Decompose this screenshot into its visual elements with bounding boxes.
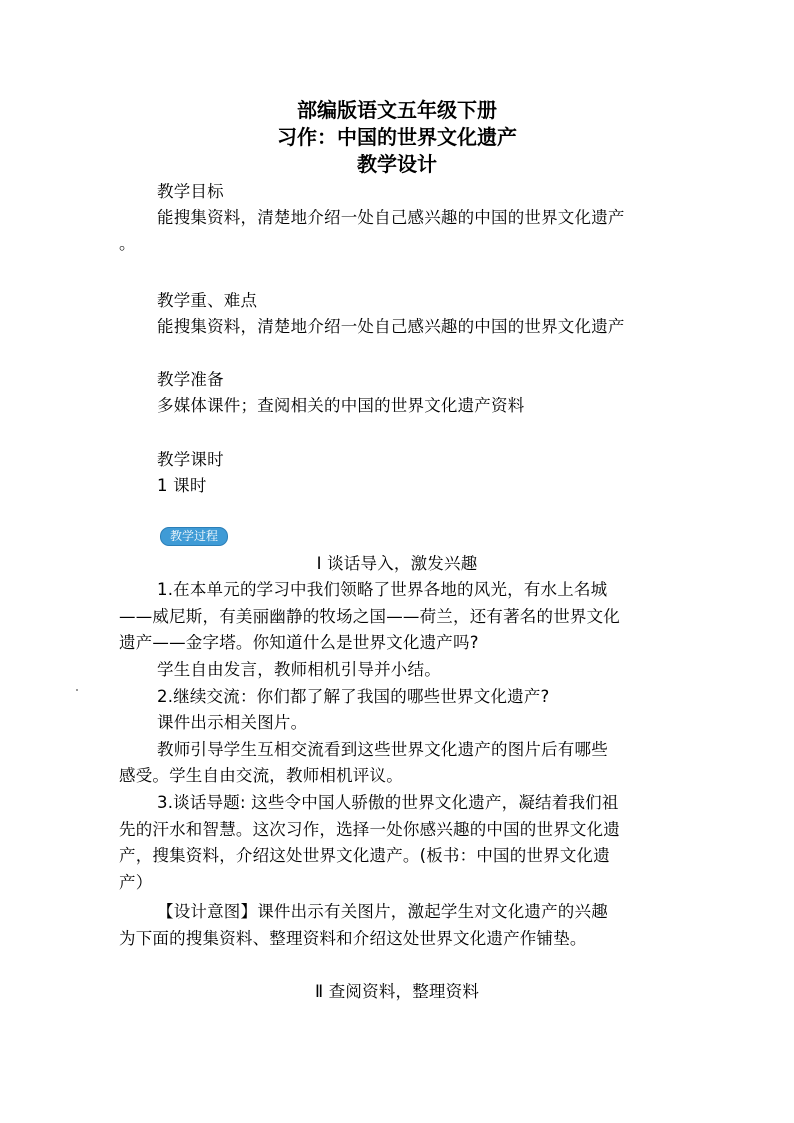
objectives-heading: 教学目标 <box>157 182 224 201</box>
periods-text: 1 课时 <box>157 476 207 495</box>
preparation-text: 多媒体课件；查阅相关的中国的世界文化遗产资料 <box>157 396 525 415</box>
section1-line: 教师引导学生互相交流看到这些世界文化遗产的图片后有哪些 <box>157 740 608 759</box>
doc-title-line2: 习作：中国的世界文化遗产 <box>277 125 517 149</box>
section1-line: 产，搜集资料，介绍这处世界文化遗产。(板书：中国的世界文化遗 <box>119 846 610 865</box>
section1-line: 学生自由发言，教师相机引导并小结。 <box>157 660 441 679</box>
preparation-heading: 教学准备 <box>157 370 224 389</box>
section1-line: 3.谈话导题: 这些令中国人骄傲的世界文化遗产，凝结着我们祖 <box>157 793 619 812</box>
process-badge: 教学过程 <box>160 527 228 546</box>
objectives-text: 能搜集资料，清楚地介绍一处自己感兴趣的中国的世界文化遗产 <box>157 208 625 227</box>
objectives-text-continued: 。 <box>119 234 136 253</box>
section1-line: 1.在本单元的学习中我们领略了世界各地的风光，有水上名城 <box>157 580 608 599</box>
doc-title-line3: 教学设计 <box>357 152 437 176</box>
section1-line: 2.继续交流：你们都了解了我国的哪些世界文化遗产? <box>157 687 550 706</box>
section1-line: 感受。学生自由交流，教师相机评议。 <box>119 766 403 785</box>
section1-line: 产） <box>119 873 153 892</box>
periods-heading: 教学课时 <box>157 450 224 469</box>
design-intent-line: 【设计意图】课件出示有关图片，激起学生对文化遗产的兴趣 <box>157 902 608 921</box>
section1-line: 先的汗水和智慧。这次习作，选择一处你感兴趣的中国的世界文化遗 <box>119 820 620 839</box>
scan-speck <box>76 689 78 691</box>
design-intent-line: 为下面的搜集资料、整理资料和介绍这处世界文化遗产作铺垫。 <box>119 929 587 948</box>
key-points-text: 能搜集资料，清楚地介绍一处自己感兴趣的中国的世界文化遗产 <box>157 317 625 336</box>
section1-line: 课件出示相关图片。 <box>157 713 308 732</box>
doc-title-line1: 部编版语文五年级下册 <box>297 98 497 122</box>
key-points-heading: 教学重、难点 <box>157 291 258 310</box>
section1-line: ——威尼斯，有美丽幽静的牧场之国——荷兰，还有著名的世界文化 <box>119 607 620 626</box>
section1-line: 遗产——金字塔。你知道什么是世界文化遗产吗? <box>119 633 479 652</box>
section2-heading: Ⅱ 查阅资料，整理资料 <box>314 982 480 1001</box>
section1-heading: Ⅰ 谈话导入，激发兴趣 <box>316 554 478 573</box>
